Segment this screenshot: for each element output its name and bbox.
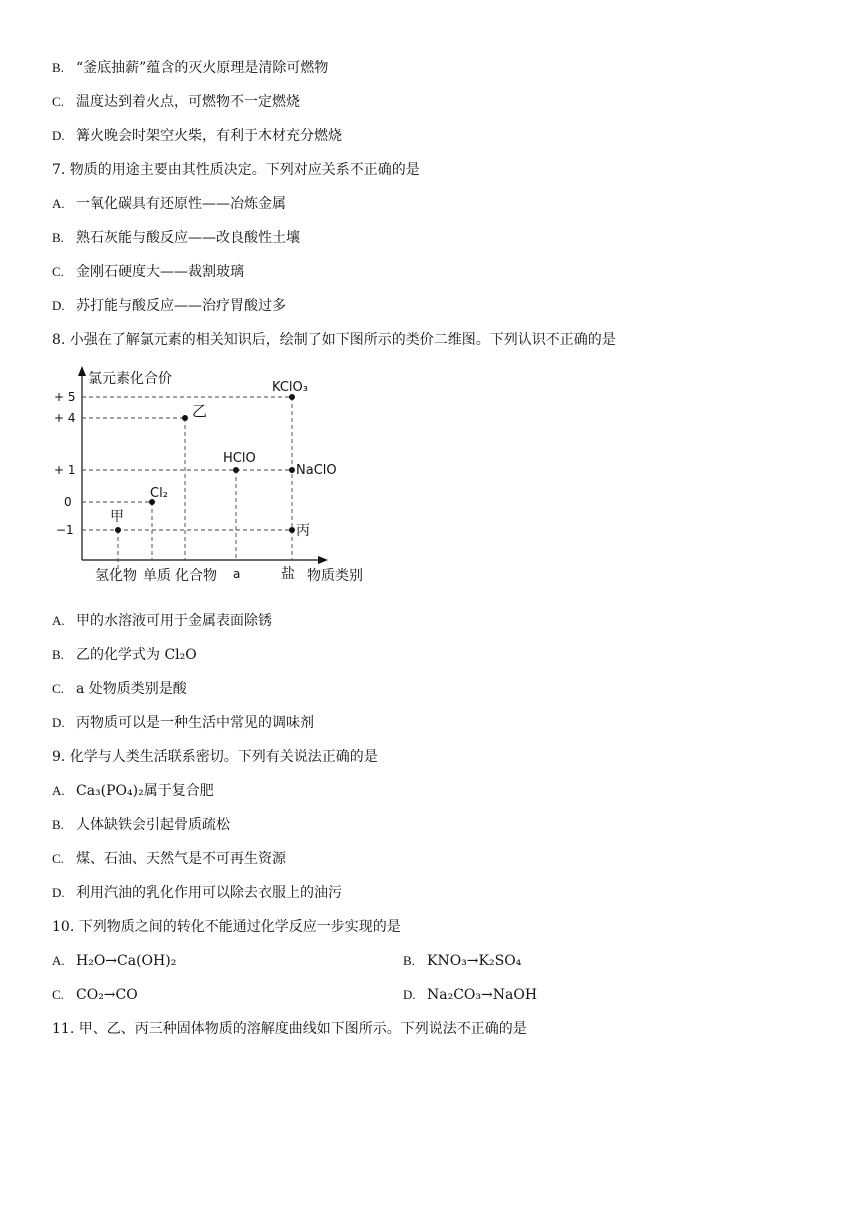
option-label: C. (52, 264, 64, 279)
point-hclo (233, 467, 239, 473)
q7-option-c (52, 262, 244, 282)
option-text: 熟石灰能与酸反应——改良酸性土壤 (76, 230, 300, 246)
option-label: C. (52, 681, 64, 696)
option-text: H₂O→Ca(OH)₂ (76, 953, 177, 969)
y-tick-zero: 0 (64, 495, 72, 509)
point-label-naclo: NaClO (296, 463, 337, 478)
option-label: C. (52, 987, 64, 1002)
option-text: 煤、石油、天然气是不可再生资源 (76, 851, 286, 867)
option-label: B. (52, 647, 64, 662)
option-text: 温度达到着火点，可燃物不一定燃烧 (76, 94, 300, 110)
point-label-bing: 丙 (296, 523, 310, 539)
point-naclo (289, 467, 295, 473)
q8-stem: 8. 小强在了解氯元素的相关知识后，绘制了如下图所示的类价二维图。下列认识不正确的是 (52, 332, 616, 348)
option-label: A. (52, 613, 65, 628)
y-tick-plus1: + 1 (54, 463, 76, 477)
x-label-salt: 盐 (281, 566, 295, 582)
y-axis-arrow-icon (78, 366, 86, 376)
x-label-compound: 化合物 (175, 568, 217, 584)
point-bing (289, 527, 295, 533)
option-text: Ca₃(PO₄)₂属于复合肥 (76, 783, 214, 799)
option-text: 甲的水溶液可用于金属表面除锈 (76, 613, 272, 629)
x-axis-arrow-icon (318, 556, 328, 564)
option-text: 人体缺铁会引起骨质疏松 (76, 817, 230, 833)
q9-option-c (52, 849, 286, 869)
x-axis-title: 物质类别 (307, 568, 363, 584)
option-label: B. (52, 230, 64, 245)
q10-option-a (52, 951, 176, 971)
option-text: a 处物质类别是酸 (76, 681, 187, 697)
option-label: D. (52, 715, 65, 730)
q11-stem: 11. 甲、乙、丙三种固体物质的溶解度曲线如下图所示。下列说法不正确的是 (52, 1021, 527, 1037)
option-label: B. (52, 817, 64, 832)
option-text: 丙物质可以是一种生活中常见的调味剂 (76, 715, 314, 731)
point-label-hclo: HClO (223, 451, 256, 466)
point-label-kclo3: KClO₃ (272, 380, 308, 395)
x-label-a: a (233, 567, 241, 581)
option-text: CO₂→CO (76, 987, 138, 1003)
option-label: A. (52, 783, 65, 798)
y-tick-plus4: + 4 (54, 411, 76, 425)
q6-option-d (52, 126, 342, 146)
point-yi (182, 415, 188, 421)
q9-stem: 9. 化学与人类生活联系密切。下列有关说法正确的是 (52, 749, 378, 765)
q8-option-b (52, 645, 197, 665)
option-label: D. (52, 885, 65, 900)
q7-option-d (52, 296, 286, 316)
x-label-element: 单质 (143, 568, 171, 584)
option-text: 篝火晚会时架空火柴，有利于木材充分燃烧 (76, 128, 342, 144)
option-text: 金刚石硬度大——裁割玻璃 (76, 264, 244, 280)
point-label-cl2: Cl₂ (150, 486, 168, 501)
q10-stem: 10. 下列物质之间的转化不能通过化学反应一步实现的是 (52, 919, 401, 935)
q8-option-d (52, 713, 314, 733)
option-label: B. (52, 60, 64, 75)
option-text: 乙的化学式为 Cl₂O (76, 647, 197, 663)
option-label: D. (52, 128, 65, 143)
point-label-yi: 乙 (192, 402, 208, 420)
option-label: D. (403, 987, 416, 1002)
option-label: C. (52, 94, 64, 109)
option-label: A. (52, 953, 65, 968)
option-text: 利用汽油的乳化作用可以除去衣服上的油污 (76, 885, 342, 901)
option-label: C. (52, 851, 64, 866)
valence-category-diagram (52, 364, 382, 590)
option-text: “釜底抽薪”蕴含的灭火原理是清除可燃物 (76, 60, 329, 76)
q9-option-b (52, 815, 230, 835)
q7-option-b (52, 228, 300, 248)
q7-stem: 7. 物质的用途主要由其性质决定。下列对应关系不正确的是 (52, 162, 420, 178)
option-label: A. (52, 196, 65, 211)
q6-option-b (52, 58, 328, 78)
q8-option-a (52, 611, 272, 631)
point-jia (115, 527, 121, 533)
option-text: 一氧化碳具有还原性——冶炼金属 (76, 196, 286, 212)
q7-option-a (52, 194, 286, 214)
option-text: Na₂CO₃→NaOH (427, 987, 538, 1003)
y-tick-minus1: −1 (56, 523, 74, 537)
q10-option-d (403, 985, 537, 1005)
option-label: D. (52, 298, 65, 313)
x-label-hydride: 氢化物 (95, 568, 137, 584)
q10-option-b (403, 951, 521, 971)
q8-option-c (52, 679, 187, 699)
q10-option-c (52, 985, 138, 1005)
option-text: 苏打能与酸反应——治疗胃酸过多 (76, 298, 286, 314)
option-label: B. (403, 953, 415, 968)
q6-option-c (52, 92, 300, 112)
y-axis-title: 氯元素化合价 (88, 371, 172, 387)
guide-lines (82, 397, 292, 574)
point-label-jia: 甲 (110, 509, 124, 525)
q9-option-d (52, 883, 342, 903)
q9-option-a (52, 781, 214, 801)
y-tick-plus5: + 5 (54, 390, 76, 404)
option-text: KNO₃→K₂SO₄ (427, 953, 522, 969)
